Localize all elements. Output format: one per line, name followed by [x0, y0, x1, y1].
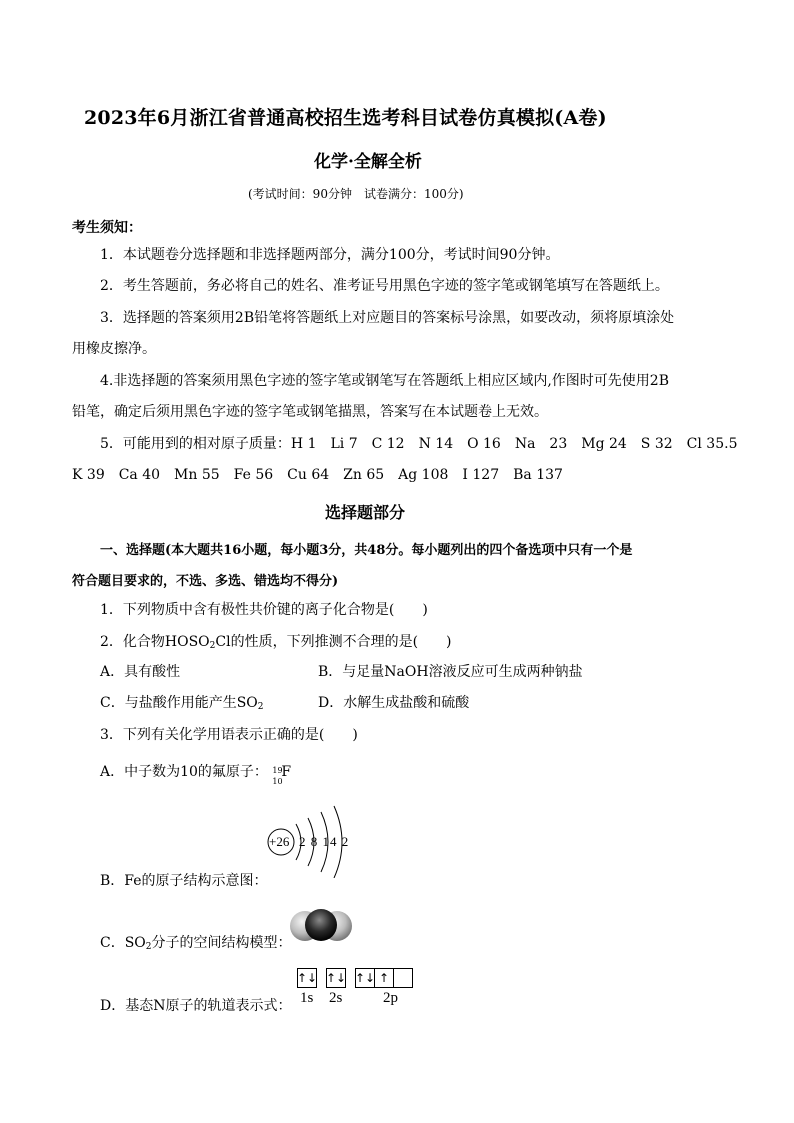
notice-heading: 考生须知： — [72, 220, 142, 236]
q2-option-c: C．与盐酸作用能产生$SO_2$ — [100, 695, 264, 712]
orbital-box-2p-1: ↑↓ — [355, 968, 375, 988]
q3-option-a: A．中子数为10的氟原子： 19 10 F — [100, 764, 292, 786]
q3-option-b: B．Fe的原子结构示意图： — [100, 873, 268, 889]
notice-item-3-line1: 3．选择题的答案须用2B铅笔将答题纸上对应题目的答案标号涂黑，如要改动，须将原填涂处 — [100, 310, 675, 326]
orbital-label-2s: 2s — [329, 990, 343, 1006]
orbital-box-1s: ↑↓ — [297, 968, 317, 988]
so2-space-filling-model — [289, 905, 353, 947]
notice-item-4-line2: 铅笔，确定后须用黑色字迹的签字笔或钢笔描黑，答案写在本试题卷上无效。 — [72, 404, 548, 420]
q3-option-d: D．基态N原子的轨道表示式： — [100, 998, 292, 1014]
notice-item-2: 2．考生答题前，务必将自己的姓名、准考证号用黑色字迹的签字笔或钢笔填写在答题纸上。 — [100, 278, 669, 294]
question-2: 2．化合物$HOSO_2Cl$的性质，下列推测不合理的是( ) — [100, 634, 452, 651]
fluorine-nuclide: 19 10 F — [272, 764, 292, 786]
fe-shell-electrons: 2 8 14 2 — [299, 834, 350, 849]
notice-item-4-line1: 4.非选择题的答案须用黑色字迹的签字笔或钢笔写在答题纸上相应区域内,作图时可先使用2B — [100, 373, 670, 389]
orbital-1s — [297, 968, 316, 988]
q3-option-c: C．$SO_2$分子的空间结构模型： — [100, 935, 292, 952]
fe-nucleus-label: +26 — [269, 834, 290, 849]
orbital-label-1s: 1s — [300, 990, 314, 1006]
orbital-box-2s: ↑↓ — [326, 968, 346, 988]
question-1: 1．下列物质中含有极性共价键的离子化合物是( ) — [100, 602, 428, 618]
q2-option-a: A．具有酸性 — [100, 664, 181, 680]
orbital-box-2p-3 — [393, 968, 413, 988]
exam-info: (考试时间：90分钟 试卷满分：100分) — [248, 187, 464, 201]
notice-item-5-line1: 5．可能用到的相对原子质量：H 1 Li 7 C 12 N 14 O 16 Na 23 Mg 24 S 32 Cl 35.5 — [100, 436, 738, 452]
orbital-2p — [355, 968, 412, 988]
page-subtitle: 化学·全解全析 — [314, 152, 422, 172]
notice-item-1: 1．本试题卷分选择题和非选择题两部分，满分100分，考试时间90分钟。 — [100, 247, 560, 263]
section-title: 选择题部分 — [325, 503, 406, 522]
orbital-box-2p-2: ↑ — [374, 968, 394, 988]
orbital-2s — [326, 968, 345, 988]
question-3: 3．下列有关化学用语表示正确的是( ) — [100, 727, 358, 743]
notice-item-5-line2: K 39 Ca 40 Mn 55 Fe 56 Cu 64 Zn 65 Ag 108 I 127 Ba 137 — [72, 467, 563, 483]
q2-option-d: D．水解生成盐酸和硫酸 — [318, 695, 470, 711]
fe-atom-diagram — [266, 800, 356, 878]
page-title: 2023年6月浙江省普通高校招生选考科目试卷仿真模拟(A卷) — [84, 107, 607, 129]
section-instructions-line1: 一、选择题(本大题共16小题，每小题3分，共48分。每小题列出的四个备选项中只有一个是 — [100, 543, 633, 558]
orbital-label-2p: 2p — [383, 990, 398, 1006]
q2-option-b: B．与足量NaOH溶液反应可生成两种钠盐 — [318, 664, 583, 680]
section-instructions-line2: 符合题目要求的，不选、多选、错选均不得分) — [72, 574, 339, 589]
notice-item-3-line2: 用橡皮擦净。 — [72, 341, 156, 357]
